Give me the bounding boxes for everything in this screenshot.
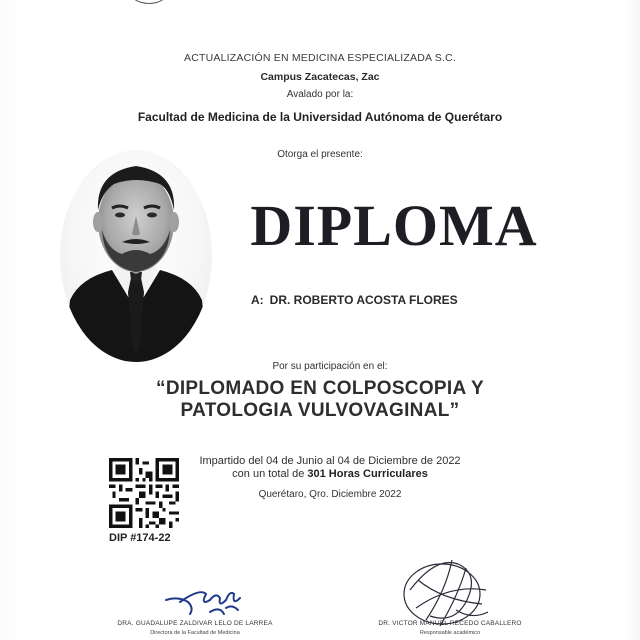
course-title-line-1: “DIPLOMADO EN COLPOSCOPIA Y [156,378,484,399]
qr-code-icon [109,458,179,528]
course-title [0,378,640,422]
hours-value: 301 Horas Curriculares [307,468,428,480]
grants-text: Otorga el presente: [277,149,363,160]
diploma-title: DIPLOMA [250,193,538,258]
recipient [251,293,464,307]
right-signatory-name: DR. VICTOR MANUEL RECEDO CABALLERO [378,620,522,627]
recipient-name: DR. ROBERTO ACOSTA FLORES [269,293,458,307]
institution-name: ACTUALIZACIÓN EN MEDICINA ESPECIALIZADA S.C. [184,52,456,64]
hours-line [190,468,470,481]
course-title-line-2: PATOLOGIA VULVOVAGINAL” [180,400,460,421]
place-date: Querétaro, Qro. Diciembre 2022 [258,489,402,500]
recipient-prefix: A: [251,293,264,307]
participation-text: Por su participación en el: [272,361,388,372]
left-signatory-role: Directora de la Facultad de Medicina [150,630,240,636]
endorsed-by: Avalado por la: [286,89,354,100]
faculty-name: Facultad de Medicina de la Universidad Autónoma de Querétaro [137,110,503,124]
hours-prefix: con un total de [232,468,305,480]
recipient-photo [60,150,212,362]
diploma-number: DIP #174-22 [109,532,171,544]
campus-name: Campus Zacatecas, Zac [260,71,380,83]
dates-line: Impartido del 04 de Junio al 04 de Diciembre de 2022 [199,455,461,467]
left-signatory-name: DRA. GUADALUPE ZALDIVAR LELO DE LARREA [117,620,273,627]
left-signature-icon [160,578,250,622]
right-signatory-role: Responsable académico [419,630,481,636]
course-dates [190,455,470,481]
